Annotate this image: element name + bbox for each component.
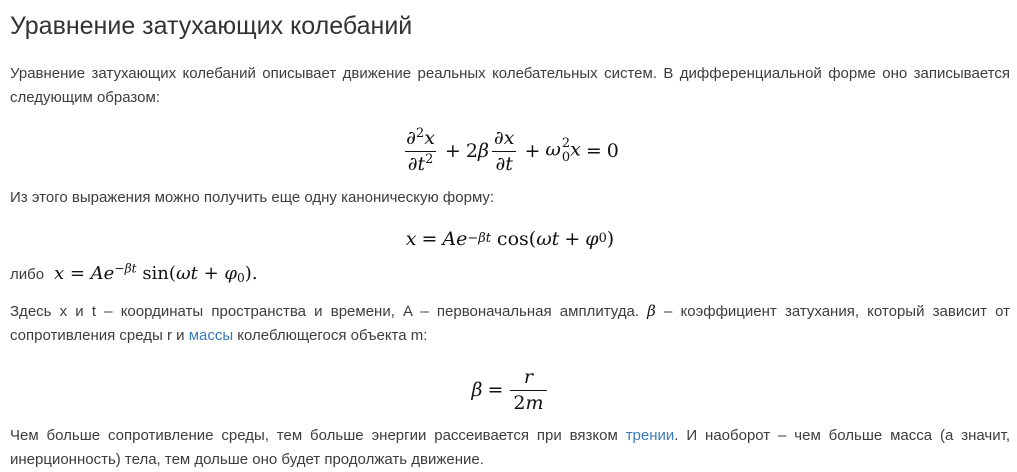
parameters-paragraph bbox=[10, 299, 1010, 348]
mass-link[interactable]: массы bbox=[188, 327, 234, 344]
article-title: Уравнение затухающих колебаний bbox=[10, 12, 413, 40]
intro-paragraph: Уравнение затухающих колебаний описывает движение реальных колебательных систем. В дифференциальной форме оно записывается следующим образом: bbox=[10, 65, 1010, 106]
parameters-text-3: колеблющегося объекта m: bbox=[233, 327, 428, 344]
friction-link[interactable]: трении bbox=[625, 427, 675, 444]
alternative-form-paragraph bbox=[10, 262, 1010, 287]
beta-symbol: β bbox=[647, 302, 656, 320]
fraction-denominator: 2m bbox=[510, 390, 546, 414]
fraction-numerator: r bbox=[523, 365, 533, 388]
conclusion-paragraph bbox=[10, 424, 1010, 472]
canonical-form-paragraph: Из этого выражения можно получить еще одну каноническую форму: bbox=[10, 189, 495, 206]
damping-coefficient-formula: β = $\frac{r}{2m}$ bbox=[10, 362, 1010, 418]
parameters-text-2: – коэффициент затухания, который зависит от сопротивления среды r и bbox=[10, 303, 1010, 344]
beta-lhs: β bbox=[471, 379, 483, 401]
canonical-form-cos-formula: x = A e −βt cos( ωt + φ 0 ) bbox=[405, 228, 615, 250]
article bbox=[10, 0, 1010, 472]
damped-oscillation-differential-equation: $\frac{\partial^2x}{\partial t^2}$ + 2β $\frac{\partial x}{\partial t}$ + ω 2 0 x = 0 bbox=[10, 122, 1010, 180]
conclusion-text-2: . И наоборот – чем больше масса (а значит, инерционность) тела, тем дольше оно будет продолжать движение. bbox=[10, 427, 1010, 468]
second-derivative-fraction: $\frac{\partial^2x}{\partial t^2}$ bbox=[406, 125, 435, 175]
alternative-form-prefix: либо bbox=[10, 266, 45, 283]
conclusion-text-1: Чем больше сопротивление среды, тем больше энергии рассеивается при вязком bbox=[10, 427, 626, 444]
first-derivative-fraction: $\frac{\partial x}{\partial t}$ bbox=[493, 126, 515, 175]
canonical-form-sin-formula: $x = Ae^{-\beta t}$ $\sin(\omega t + \varphi_0)$. bbox=[53, 261, 258, 286]
parameters-text-1: Здесь x и t – координаты пространства и времени, A – первоначальная амплитуда. bbox=[10, 303, 648, 320]
r-over-2m-fraction bbox=[510, 367, 546, 414]
